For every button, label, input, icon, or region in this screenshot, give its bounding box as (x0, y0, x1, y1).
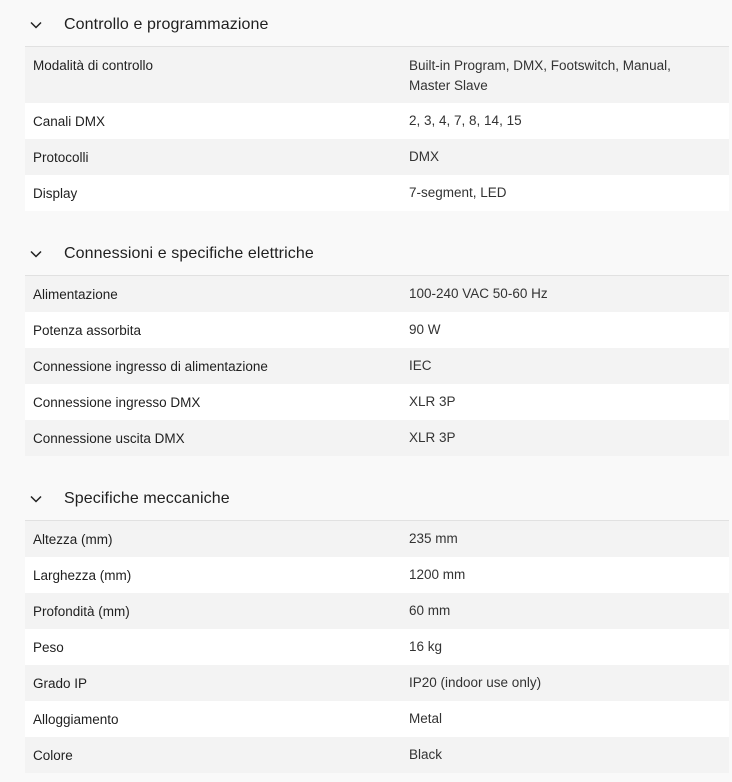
row-value: 7-segment, LED (409, 185, 507, 200)
row-label: Alloggiamento (33, 711, 119, 727)
row-label: Larghezza (mm) (33, 567, 132, 583)
section-title: Connessioni e specifiche elettriche (64, 244, 314, 262)
table-row (25, 665, 729, 701)
table-row (25, 276, 729, 312)
row-label: Connessione ingresso di alimentazione (33, 358, 268, 374)
section-header-meccaniche[interactable] (25, 477, 729, 521)
row-value: 16 kg (409, 639, 443, 654)
row-label: Profondità (mm) (33, 603, 130, 619)
row-label: Grado IP (33, 675, 88, 691)
row-label: Peso (33, 639, 64, 655)
section-header-connessioni[interactable] (25, 232, 729, 276)
chevron-down-icon[interactable] (30, 248, 42, 260)
row-label: Potenza assorbita (33, 322, 142, 338)
table-row (25, 47, 729, 103)
row-label: Protocolli (33, 149, 89, 165)
row-label: Colore (33, 747, 73, 763)
table-row (25, 175, 729, 211)
row-value: IP20 (indoor use only) (409, 675, 542, 690)
row-value: Metal (409, 711, 443, 726)
row-label: Connessione ingresso DMX (33, 394, 201, 410)
section-header-controllo[interactable] (25, 3, 729, 47)
spec-table (25, 276, 729, 456)
table-row (25, 420, 729, 456)
table-row (25, 348, 729, 384)
table-row (25, 384, 729, 420)
section-title: Controllo e programmazione (64, 15, 269, 33)
section-meccaniche (25, 477, 729, 773)
chevron-down-icon[interactable] (30, 493, 42, 505)
row-label: Display (33, 185, 78, 201)
table-row (25, 557, 729, 593)
section-title: Specifiche meccaniche (64, 489, 230, 507)
section-controllo (25, 3, 729, 211)
row-value: 235 mm (409, 531, 458, 546)
row-value: XLR 3P (409, 430, 456, 445)
row-label: Modalità di controllo (33, 58, 154, 73)
table-row (25, 701, 729, 737)
chevron-down-icon[interactable] (30, 19, 42, 31)
spec-table (25, 47, 729, 211)
spec-table (25, 521, 729, 773)
row-value: 100-240 VAC 50-60 Hz (409, 286, 548, 301)
row-value: Built-in Program, DMX, Footswitch, Manual, Master Slave (409, 58, 671, 93)
table-row (25, 103, 729, 139)
row-value: XLR 3P (409, 394, 456, 409)
row-value: IEC (409, 358, 432, 373)
table-row (25, 629, 729, 665)
table-row (25, 593, 729, 629)
row-value: 2, 3, 4, 7, 8, 14, 15 (409, 113, 522, 128)
table-row (25, 521, 729, 557)
row-value: DMX (409, 149, 439, 164)
table-row (25, 737, 729, 773)
row-label: Altezza (mm) (33, 531, 113, 547)
row-label: Connessione uscita DMX (33, 430, 185, 446)
row-label: Alimentazione (33, 286, 118, 302)
row-value: 1200 mm (409, 567, 466, 582)
table-row (25, 312, 729, 348)
row-value: Black (409, 747, 443, 762)
row-value: 90 W (409, 322, 441, 337)
table-row (25, 139, 729, 175)
row-value: 60 mm (409, 603, 451, 618)
row-label: Canali DMX (33, 113, 106, 129)
section-connessioni (25, 232, 729, 456)
